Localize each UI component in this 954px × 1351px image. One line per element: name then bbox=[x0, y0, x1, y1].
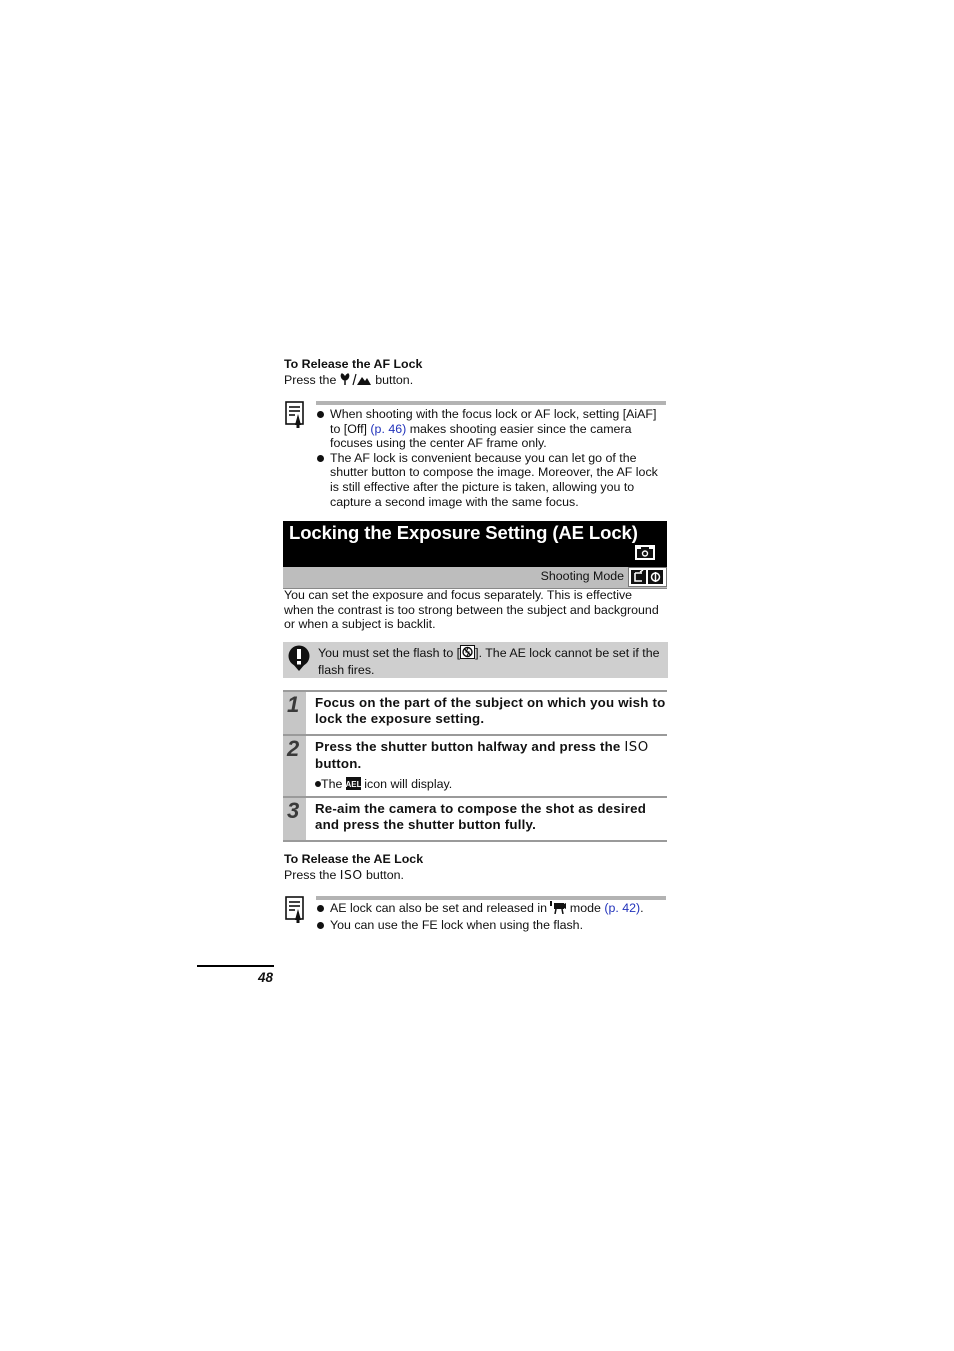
ae-release-instruction bbox=[284, 868, 404, 883]
ael-icon bbox=[346, 777, 361, 794]
shooting-mode-label: Shooting Mode bbox=[540, 569, 624, 583]
page-number: 48 bbox=[258, 970, 274, 985]
shooting-mode-bar bbox=[283, 567, 667, 589]
step-text bbox=[315, 739, 667, 773]
page-link[interactable]: (p. 46) bbox=[370, 421, 407, 436]
step-number-column bbox=[283, 798, 306, 840]
iso-button-icon: ISO bbox=[339, 867, 363, 882]
steps-list bbox=[283, 690, 667, 842]
step-text-a: Press the shutter button halfway and press the bbox=[315, 739, 621, 754]
note-list bbox=[316, 407, 666, 509]
note-item: You can use the FE lock when using the flash. bbox=[316, 918, 666, 933]
caution-text-a: You must set the flash to [ bbox=[318, 646, 461, 660]
step bbox=[283, 690, 667, 734]
iso-button-icon: ISO bbox=[624, 740, 649, 755]
note-text: When shooting with the focus lock or AF lock, setting [AiAF] to [Off] bbox=[330, 407, 657, 436]
step-note-b: icon will display. bbox=[364, 776, 453, 791]
step-text-b: button. bbox=[315, 756, 362, 772]
note-divider bbox=[316, 896, 666, 900]
step-number-column bbox=[283, 736, 306, 796]
step-text: Focus on the part of the subject on which you wish to lock the exposure setting. bbox=[315, 695, 666, 727]
af-release-text-before: Press the bbox=[284, 373, 337, 387]
camera-icon bbox=[635, 545, 655, 565]
caution-text bbox=[318, 645, 663, 677]
note-text: . bbox=[640, 901, 644, 915]
step-text: Re-aim the camera to compose the shot as desired and press the shutter button fully. bbox=[315, 801, 647, 833]
step-number: 3 bbox=[287, 798, 300, 823]
note-text: AE lock can also be set and released in bbox=[330, 901, 547, 915]
note-divider bbox=[316, 401, 666, 405]
steps-bottom-rule bbox=[283, 840, 667, 842]
memo-icon bbox=[285, 896, 307, 929]
intro-text: You can set the exposure and focus separately. This is effective when the contrast is too strong between the subject and background or when a subject is backlit. bbox=[284, 588, 659, 632]
ae-release-text-before: Press the bbox=[284, 868, 337, 882]
af-release-title: To Release the AF Lock bbox=[284, 357, 423, 371]
caution-text-b: ]. The AE lock cannot be set if the flash fires. bbox=[318, 646, 660, 677]
note-text: mode bbox=[569, 901, 601, 915]
note-item bbox=[316, 901, 666, 918]
af-release-text-after: button. bbox=[375, 373, 414, 387]
af-release-instruction bbox=[284, 373, 413, 390]
step bbox=[283, 734, 667, 796]
note-text: makes shooting easier since the camera focuses using the center AF frame only. bbox=[330, 421, 632, 451]
ae-release-text-after: button. bbox=[366, 868, 404, 882]
step-note-a: The bbox=[321, 776, 343, 791]
step-number: 2 bbox=[287, 736, 300, 761]
note-item bbox=[316, 407, 666, 451]
stitch-assist-icon bbox=[648, 570, 663, 589]
section-title: Locking the Exposure Setting (AE Lock) bbox=[289, 522, 638, 543]
movie-icon bbox=[550, 901, 566, 918]
step-number: 1 bbox=[287, 692, 300, 717]
note-item: The AF lock is convenient because you can let go of the shutter button to compose the image. Moreover, the AF lock is still effective after the picture is taken, allowing you to capture a second image with the same focus. bbox=[316, 451, 666, 509]
manual-mode-icon bbox=[631, 570, 646, 589]
step-note bbox=[315, 777, 667, 794]
page-link[interactable]: (p. 42) bbox=[604, 901, 641, 915]
note-list bbox=[316, 901, 666, 932]
mode-icons bbox=[628, 567, 667, 587]
step bbox=[283, 796, 667, 840]
step-number-column bbox=[283, 692, 306, 734]
memo-icon bbox=[285, 401, 307, 434]
caution-box bbox=[283, 642, 668, 678]
ae-release-title: To Release the AE Lock bbox=[284, 852, 424, 866]
svg-text:AEL: AEL bbox=[345, 779, 361, 789]
caution-icon bbox=[288, 645, 310, 676]
flash-off-icon bbox=[460, 645, 475, 663]
macro-infinity-icon bbox=[340, 373, 372, 390]
page-footer-rule bbox=[197, 965, 274, 967]
section-header bbox=[283, 521, 667, 567]
